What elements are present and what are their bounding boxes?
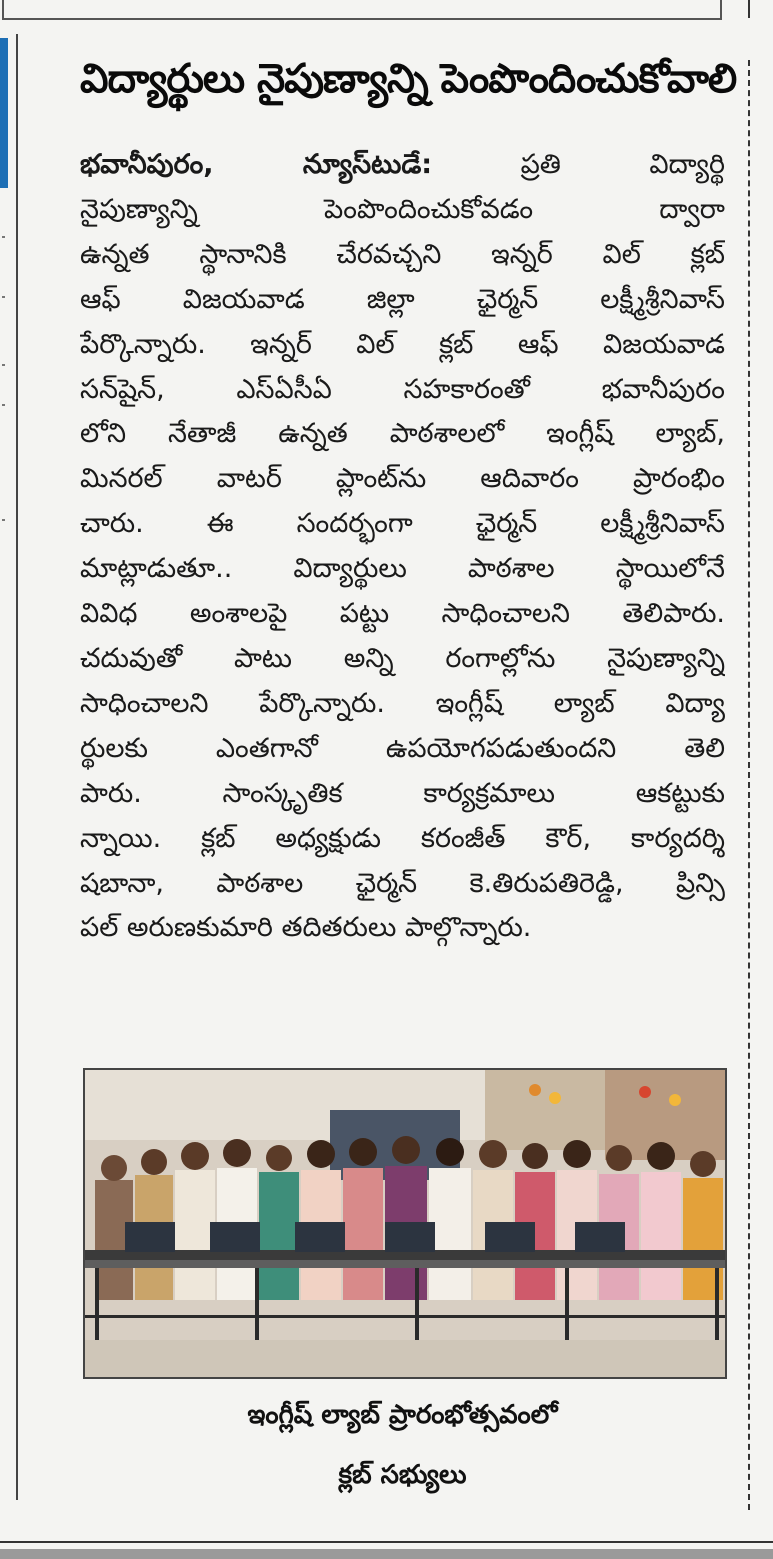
body-line: వివిధ అంశాలపై పట్టు సాధించాలని తెలిపారు. [80, 598, 725, 630]
bottom-band [0, 1549, 773, 1559]
dateline: భవానీపురం, న్యూస్‌టుడే: [80, 149, 433, 180]
left-column-edge [0, 34, 18, 1500]
bottom-rule [0, 1541, 773, 1543]
body-line: సన్‌షైన్, ఎస్ఏసీఏ సహకారంతో భవానీపురం [80, 373, 725, 405]
column-divider [748, 60, 750, 1510]
body-line-1: భవానీపురం, న్యూస్‌టుడే: ప్రతి విద్యార్థి [80, 149, 725, 180]
article-body [80, 143, 725, 951]
body-line: పేర్కొన్నారు. ఇన్నర్ విల్ క్లబ్ ఆఫ్ విజయవాడ [80, 328, 725, 360]
body-line: సాధించాలని పేర్కొన్నారు. ఇంగ్లీష్ ల్యాబ్ విద్యా [80, 687, 725, 719]
body-line: పల్ అరుణకుమారి తదితరులు పాల్గొన్నారు. [80, 912, 532, 944]
left-blue-bar [0, 38, 8, 188]
body-line: నైపుణ్యాన్ని పెంపొందించుకోవడం ద్వారా [80, 193, 725, 225]
group-photo-illustration [85, 1070, 725, 1377]
body-line: చారు. ఈ సందర్భంగా ఛైర్మన్ లక్ష్మీశ్రీనివాస్ [80, 508, 725, 540]
photo-caption-line-1: ఇంగ్లీష్ ల్యాబ్ ప్రారంభోత్సవంలో [247, 1400, 558, 1430]
previous-article-box [2, 0, 722, 20]
body-line: లోని నేతాజీ ఉన్నత పాఠశాలలో ఇంగ్లీష్ ల్యాబ్, [80, 418, 725, 450]
body-line: చదువుతో పాటు అన్ని రంగాల్లోను నైపుణ్యాన్ని [80, 642, 725, 674]
photo-caption-line-2: క్లబ్ సభ్యులు [338, 1460, 467, 1490]
column-rule-top [748, 0, 750, 18]
body-line: షబానా, పాఠశాల ఛైర్మన్ కె.తిరుపతిరెడ్డి, ప్రిన్సి [80, 867, 725, 899]
body-line: మాట్లాడుతూ.. విద్యార్థులు పాఠశాల స్థాయిలోనే [80, 553, 725, 585]
body-line: పారు. సాంస్కృతిక కార్యక్రమాలు ఆకట్టుకు [80, 777, 725, 809]
body-line: ర్థులకు ఎంతగానో ఉపయోగపడుతుందని తెలి [80, 732, 725, 764]
body-line: మినరల్ వాటర్ ప్లాంట్‌ను ఆదివారం ప్రారంభిం [80, 463, 725, 495]
event-photo [83, 1068, 727, 1379]
headline: విద్యార్థులు నైపుణ్యాన్ని పెంపొందించుకోవాలి [80, 56, 737, 102]
body-line: న్నాయి. క్లబ్ అధ్యక్షుడు కరంజీత్ కౌర్, కార్యదర్శి [80, 822, 725, 854]
article [80, 50, 737, 108]
body-line: ఉన్నత స్థానానికి చేరవచ్చని ఇన్నర్ విల్ క్లబ్ [80, 238, 725, 270]
body-line: ఆఫ్ విజయవాడ జిల్లా ఛైర్మన్ లక్ష్మీశ్రీనివాస్ [80, 283, 725, 315]
